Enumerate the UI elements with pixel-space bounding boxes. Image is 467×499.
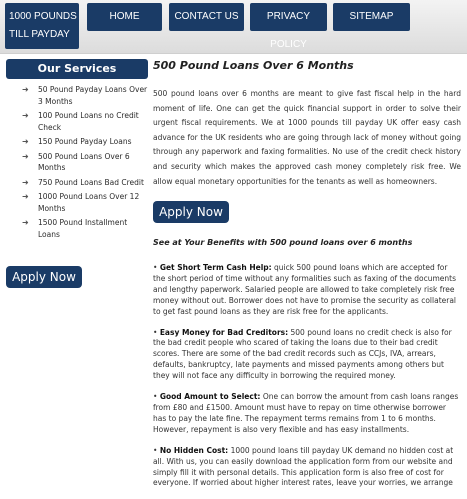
nav-sitemap-button[interactable]: SITEMAP bbox=[333, 3, 410, 31]
benefit-text: 1000 pound loans till payday UK demand no hidden cost at all. With us, you can easily download the application form from our website and simply fill it with personal details. This application form is also free of cost for everyone. If worried about higher interest rates, leave your worries, we arrange bbox=[153, 445, 454, 488]
page-title: 500 Pound Loans Over 6 Months bbox=[153, 59, 354, 72]
service-link[interactable] bbox=[22, 191, 148, 214]
benefit-item: • Get Short Term Cash Help: quick 500 pound loans which are accepted for the short period of time without any formalities such as faxing of the documents and lengthy paperwork. Salaried people are allowed to take completely risk free money without out. Borrower does not have to promise the security as collateral to get fast pound loans as they are risk free for the applicants. bbox=[153, 263, 457, 316]
arrow-icon: ➜ bbox=[22, 177, 29, 187]
service-link[interactable] bbox=[22, 217, 148, 240]
benefits-list bbox=[153, 263, 461, 499]
benefit-text: 500 pound loans no credit check is also for the bad credit people who scared of taking the loans due to their bad credit scores. There are some of the bad credit records such as CCJs, IVA, arrears, defaults, bankruptcy, late payments and missed payments among others but they will not face any difficulty in borrowing the required money. bbox=[153, 327, 452, 381]
brand-line-1: 1000 POUNDS bbox=[9, 11, 77, 22]
service-link-label[interactable]: 150 Pound Payday Loans bbox=[38, 137, 132, 146]
benefit-title: Easy Money for Bad Creditors: bbox=[159, 327, 289, 337]
benefit-item: • No Hidden Cost: 1000 pound loans till payday UK demand no hidden cost at all. With us, you can easily download the application form from our website and simply fill it with personal details. This application form is also free of cost for everyone. If worried about higher interest rates, leave your worries, we arrange bbox=[153, 445, 454, 488]
service-link-label[interactable]: 1500 Pound Installment Loans bbox=[38, 218, 128, 239]
service-link[interactable] bbox=[22, 84, 148, 107]
benefit-title: Good Amount to Select: bbox=[159, 392, 261, 402]
service-link-label[interactable]: 100 Pound Loans no Credit Check bbox=[38, 111, 139, 132]
intro-paragraph: 500 pound loans over 6 months are meant to give fast fiscal help in the hard moment of life. One can get the quick financial support in order to solve their urgent fiscal requirements. We at 1000 pounds till payday UK offer easy cash advance for the UK residents who are going through lack of money without going through any paperwork and faxing formalities. No use of the credit check history and security which makes the approved cash money completely risk free. We allow equal monetary opportunities for the tenants as well as homeowners. bbox=[153, 89, 461, 186]
nav-privacy-button[interactable]: PRIVACY POLICY bbox=[250, 3, 327, 31]
main-apply-now-button[interactable]: Apply Now bbox=[153, 201, 229, 223]
nav-contact-button[interactable]: CONTACT US bbox=[169, 3, 244, 31]
service-link-label[interactable]: 750 Pound Loans Bad Credit bbox=[38, 177, 144, 187]
benefit-item: • Good Amount to Select: One can borrow the amount from cash loans ranges from £80 and £1500. Amount must have to repay on time otherwise borrower has to pay the late fine. The repayment terms remains from 1 to 6 months. However, repayment is also very flexible and has easy installments. bbox=[153, 392, 459, 434]
brand-line-2: TILL PAYDAY bbox=[9, 29, 70, 40]
arrow-icon: ➜ bbox=[22, 111, 29, 120]
nav-home-button[interactable]: HOME bbox=[87, 3, 162, 31]
arrow-icon: ➜ bbox=[22, 151, 29, 161]
benefit-text: One can borrow the amount from cash loans ranges from £80 and £1500. Amount must have to repay on time otherwise borrower has to pay the late fine. The repayment terms remains from 1 to 6 months. However, repayment is also very flexible and has easy installments. bbox=[153, 392, 459, 434]
arrow-icon: ➜ bbox=[22, 218, 29, 227]
sidebar-apply-now-button[interactable]: Apply Now bbox=[6, 266, 82, 288]
service-link[interactable] bbox=[22, 136, 148, 148]
arrow-icon: ➜ bbox=[22, 137, 29, 146]
benefit-text: quick 500 pound loans which are accepted for the short period of time without any formalities such as faxing of the documents and lengthy paperwork. Salaried people are allowed to take completely risk free money without out. Borrower does not have to promise the security as collateral to get fast pound loans as they are risk free for the applicants. bbox=[153, 263, 457, 316]
service-link[interactable] bbox=[22, 177, 148, 189]
service-link[interactable] bbox=[22, 151, 148, 174]
service-link-label[interactable]: 1000 Pound Loans Over 12 Months bbox=[38, 192, 140, 213]
benefit-item: • Easy Money for Bad Creditors: 500 pound loans no credit check is also for the bad credit people who scared of taking the loans due to their bad credit scores. There are some of the bad credit records such as CCJs, IVA, arrears, defaults, bankruptcy, late payments and missed payments among others but they will not face any difficulty in borrowing the required money. bbox=[153, 327, 452, 381]
top-navigation-bar bbox=[0, 0, 467, 54]
services-heading: Our Services bbox=[6, 59, 148, 79]
services-list bbox=[22, 84, 148, 243]
arrow-icon: ➜ bbox=[22, 85, 29, 94]
service-link[interactable] bbox=[22, 110, 148, 133]
benefit-title: Get Short Term Cash Help: bbox=[159, 263, 272, 272]
benefit-title: No Hidden Cost: bbox=[159, 445, 229, 455]
benefits-subheading: See at Your Benefits with 500 pound loans over 6 months bbox=[153, 238, 413, 247]
site-logo-button[interactable] bbox=[5, 3, 79, 49]
service-link-label[interactable]: 500 Pound Loans Over 6 Months bbox=[38, 151, 130, 172]
arrow-icon: ➜ bbox=[22, 192, 29, 201]
service-link-label[interactable]: 50 Pound Payday Loans Over 3 Months bbox=[38, 85, 148, 106]
